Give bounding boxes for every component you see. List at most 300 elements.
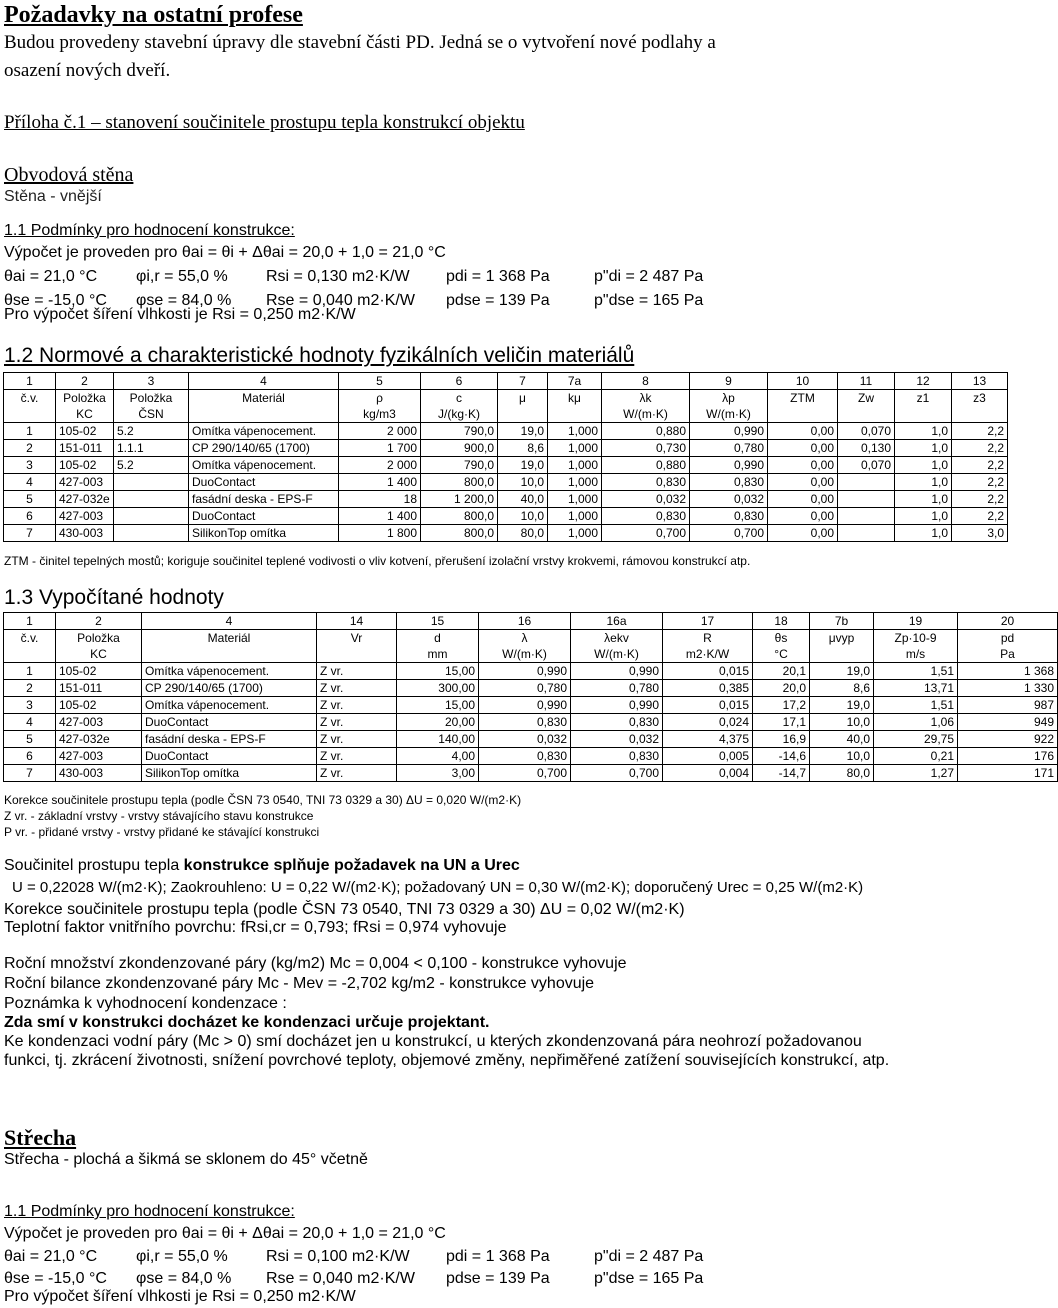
table-cell: 17,1 xyxy=(753,714,810,731)
table-cell: fasádní deska - EPS-F xyxy=(142,731,317,748)
table-cell: 6 xyxy=(421,373,498,390)
table-cell: 0,032 xyxy=(479,731,571,748)
table-row xyxy=(4,748,1058,765)
table-cell: λp xyxy=(690,390,768,407)
table-cell: 0,00 xyxy=(768,423,838,440)
table-cell: 7 xyxy=(4,765,56,782)
table-cell: 1,0 xyxy=(895,525,952,542)
table-cell: 15 xyxy=(397,613,479,630)
table-cell: 1,000 xyxy=(548,525,602,542)
table-cell: 0,700 xyxy=(571,765,663,782)
condensation-line-1: Roční množství zkondenzované páry (kg/m2) Mc = 0,004 < 0,100 - konstrukce vyhovuje xyxy=(4,955,627,972)
table-cell xyxy=(142,646,317,663)
table-cell: 1,27 xyxy=(874,765,958,782)
table-cell: Materiál xyxy=(142,630,317,647)
intro-line-2: osazení nových dveří. xyxy=(4,60,171,81)
table-cell: 1,0 xyxy=(895,440,952,457)
table-cell: 0,990 xyxy=(479,697,571,714)
table-row xyxy=(4,697,1058,714)
table-cell: 0,015 xyxy=(663,697,753,714)
table-cell: Zw xyxy=(838,390,895,407)
table-cell: Zp·10-9 xyxy=(874,630,958,647)
table-cell: Z vr. xyxy=(317,765,397,782)
table-cell: 1,51 xyxy=(874,663,958,680)
table-cell: 2,2 xyxy=(952,491,1008,508)
table-cell: 40,0 xyxy=(498,491,548,508)
table-cell: 900,0 xyxy=(421,440,498,457)
table-cell: mm xyxy=(397,646,479,663)
table-cell: 20,00 xyxy=(397,714,479,731)
table-cell xyxy=(114,508,189,525)
table-cell: 3 xyxy=(4,457,56,474)
table-cell: 427-003 xyxy=(56,508,114,525)
table-cell: 10,0 xyxy=(810,714,874,731)
table-cell: 5.2 xyxy=(114,423,189,440)
table-cell: 0,880 xyxy=(602,457,690,474)
table-cell xyxy=(838,474,895,491)
table-row xyxy=(4,474,1008,491)
table-cell: 10,0 xyxy=(498,474,548,491)
table-cell: 10 xyxy=(768,373,838,390)
cond-value: θse = -15,0 °C xyxy=(4,292,107,309)
table-cell: -14,6 xyxy=(753,748,810,765)
table-cell: 0,830 xyxy=(571,748,663,765)
table-cell: 1,0 xyxy=(895,508,952,525)
table-cell: 171 xyxy=(958,765,1058,782)
table-cell xyxy=(895,406,952,423)
table-cell: 0,990 xyxy=(690,423,768,440)
roof-subtitle: Střecha - plochá a šikmá se sklonem do 45° včetně xyxy=(4,1151,368,1168)
norm-table xyxy=(3,372,1008,542)
table-cell xyxy=(4,406,56,423)
roof-conditions-title: 1.1 Podmínky pro hodnocení konstrukce: xyxy=(4,1203,295,1220)
cond-value: θse = -15,0 °C xyxy=(4,1270,107,1287)
table-cell: 7b xyxy=(810,613,874,630)
cond-value: pdse = 139 Pa xyxy=(446,1270,550,1287)
table-row xyxy=(4,423,1008,440)
table-cell: 16a xyxy=(571,613,663,630)
table-cell: 105-02 xyxy=(56,457,114,474)
table-cell: 2 xyxy=(4,680,56,697)
result-line-2: U = 0,22028 W/(m2·K); Zaokrouhleno: U = 0,22 W/(m2·K); požadovaný UN = 0,30 W/(m2·K); doporučený Urec = 0,25 W/(m2·K) xyxy=(12,879,864,896)
table-cell: 427-032e xyxy=(56,731,142,748)
table-cell: λk xyxy=(602,390,690,407)
table-cell xyxy=(114,491,189,508)
table-cell: J/(kg·K) xyxy=(421,406,498,423)
table-cell: 1,0 xyxy=(895,491,952,508)
table-cell: 1 330 xyxy=(958,680,1058,697)
table-cell: 140,00 xyxy=(397,731,479,748)
table-cell: Omítka vápenocement. xyxy=(189,423,339,440)
table-row xyxy=(4,765,1058,782)
table-cell: 0,990 xyxy=(571,663,663,680)
table-cell: 29,75 xyxy=(874,731,958,748)
table-cell: 0,385 xyxy=(663,680,753,697)
table-cell: 1 xyxy=(4,423,56,440)
table-cell: 17 xyxy=(663,613,753,630)
table-cell: 1 368 xyxy=(958,663,1058,680)
table-row xyxy=(4,663,1058,680)
roof-title: Střecha xyxy=(4,1125,77,1150)
table-cell: 0,130 xyxy=(838,440,895,457)
cond-value: φse = 84,0 % xyxy=(136,292,232,309)
table-cell: 430-003 xyxy=(56,765,142,782)
table-cell: 40,0 xyxy=(810,731,874,748)
table-cell: 7 xyxy=(498,373,548,390)
table-cell: Materiál xyxy=(189,390,339,407)
table-cell: 0,830 xyxy=(479,714,571,731)
table-cell: 1.1.1 xyxy=(114,440,189,457)
table-cell: 949 xyxy=(958,714,1058,731)
table-cell: Položka xyxy=(56,390,114,407)
intro-line-1: Budou provedeny stavební úpravy dle stavební části PD. Jedná se o vytvoření nové podlahy a xyxy=(4,32,716,53)
table-cell xyxy=(838,508,895,525)
table-cell: kμ xyxy=(548,390,602,407)
table-cell: μ xyxy=(498,390,548,407)
table-cell: 0,780 xyxy=(690,440,768,457)
table-cell: 4 xyxy=(4,474,56,491)
result-line-1 xyxy=(4,857,520,875)
table-cell: 0,005 xyxy=(663,748,753,765)
ztm-note: ZTM - činitel tepelných mostů; koriguje součinitel teplené vodivosti o vliv kotvení, přerušení izolační vrstvy krokvemi, rámovou konstrukcí atp. xyxy=(4,554,751,568)
table-cell: 105-02 xyxy=(56,663,142,680)
cond-value: p"di = 2 487 Pa xyxy=(594,268,704,285)
table-cell: 4,00 xyxy=(397,748,479,765)
zvr-note: Z vr. - základní vrstvy - vrstvy stávajícího stavu konstrukce xyxy=(4,809,314,823)
table-cell: 1,000 xyxy=(548,423,602,440)
table-cell: 0,024 xyxy=(663,714,753,731)
table-cell xyxy=(548,406,602,423)
table-cell: z1 xyxy=(895,390,952,407)
table-cell: 1,0 xyxy=(895,474,952,491)
table-cell: 80,0 xyxy=(498,525,548,542)
table-cell: 0,00 xyxy=(768,457,838,474)
table-cell: m2·K/W xyxy=(663,646,753,663)
table-cell: 16 xyxy=(479,613,571,630)
table-cell: 2 xyxy=(4,440,56,457)
table-cell: 0,004 xyxy=(663,765,753,782)
table-cell: Omítka vápenocement. xyxy=(142,697,317,714)
table-cell: 0,00 xyxy=(768,474,838,491)
table-cell: μvyp xyxy=(810,630,874,647)
table-cell xyxy=(838,491,895,508)
table-cell: 0,00 xyxy=(768,440,838,457)
table-cell: 0,032 xyxy=(690,491,768,508)
table-cell: 1,0 xyxy=(895,423,952,440)
condensation-note-2: funkci, tj. zkrácení životnosti, snížení povrchové teploty, objemové změny, nepřiměřené zatížení souvisejících konstrukcí, atp. xyxy=(4,1052,890,1069)
table-cell: KC xyxy=(56,646,142,663)
table-cell: 18 xyxy=(753,613,810,630)
table-cell: 0,990 xyxy=(690,457,768,474)
table-cell: 1 400 xyxy=(339,508,421,525)
table-cell: ZTM xyxy=(768,390,838,407)
table-cell: 0,880 xyxy=(602,423,690,440)
table-cell: 19,0 xyxy=(498,457,548,474)
table-cell: DuoContact xyxy=(189,508,339,525)
column-number-row xyxy=(4,613,1058,630)
table-cell: Vr xyxy=(317,630,397,647)
table-cell: W/(m·K) xyxy=(690,406,768,423)
table-cell: 987 xyxy=(958,697,1058,714)
header-row xyxy=(4,646,1058,663)
cond-value: φse = 84,0 % xyxy=(136,1270,232,1287)
table-cell: 2,2 xyxy=(952,423,1008,440)
table-cell: 2 000 xyxy=(339,457,421,474)
table-cell: DuoContact xyxy=(142,748,317,765)
table-cell: 80,0 xyxy=(810,765,874,782)
table-cell xyxy=(4,646,56,663)
table-cell: 922 xyxy=(958,731,1058,748)
table-cell: 12 xyxy=(895,373,952,390)
table-cell: 0,015 xyxy=(663,663,753,680)
table-cell: 2,2 xyxy=(952,474,1008,491)
result-line-3: Korekce součinitele prostupu tepla (podle ČSN 73 0540, TNI 73 0329 a 30) ΔU = 0,02 W/(m2·K) xyxy=(4,901,685,918)
table-cell: Omítka vápenocement. xyxy=(189,457,339,474)
table-cell: 5 xyxy=(4,731,56,748)
table-cell: 15,00 xyxy=(397,663,479,680)
table-cell: Z vr. xyxy=(317,731,397,748)
table-cell: 7a xyxy=(548,373,602,390)
table-cell: 1,000 xyxy=(548,457,602,474)
table-cell xyxy=(317,646,397,663)
condensation-note-1: Ke kondenzaci vodní páry (Mc > 0) smí docházet jen u konstrukcí, u kterých zkondenzovaná pára neohrozí požadovanou xyxy=(4,1033,862,1050)
table-cell: 105-02 xyxy=(56,423,114,440)
table-cell: 0,00 xyxy=(768,525,838,542)
table-cell: 0,830 xyxy=(571,714,663,731)
cond-value: p"dse = 165 Pa xyxy=(594,292,704,309)
roof-calc-line: Výpočet je proveden pro θai = θi + Δθai = 20,0 + 1,0 = 21,0 °C xyxy=(4,1225,446,1242)
condensation-line-2: Roční bilance zkondenzované páry Mc - Mev = -2,702 kg/m2 - konstrukce vyhovuje xyxy=(4,975,595,992)
table-cell: 16,9 xyxy=(753,731,810,748)
table-cell: 1,000 xyxy=(548,508,602,525)
table-cell: 19,0 xyxy=(810,697,874,714)
table-cell: 4 xyxy=(189,373,339,390)
table-cell xyxy=(189,406,339,423)
table-cell: 300,00 xyxy=(397,680,479,697)
cond-value: pdse = 139 Pa xyxy=(446,292,550,309)
table-cell: 105-02 xyxy=(56,697,142,714)
cond-value: Rsi = 0,100 m2·K/W xyxy=(266,1248,410,1265)
table-cell: 0,00 xyxy=(768,508,838,525)
table-row xyxy=(4,525,1008,542)
header-row xyxy=(4,630,1058,647)
table-cell: 0,00 xyxy=(768,491,838,508)
table-cell: 430-003 xyxy=(56,525,114,542)
table-cell: 2,2 xyxy=(952,508,1008,525)
table-cell: 1 400 xyxy=(339,474,421,491)
table-cell: 19,0 xyxy=(810,663,874,680)
table-cell: 0,830 xyxy=(479,748,571,765)
table-cell: 2 xyxy=(56,613,142,630)
cond-value: pdi = 1 368 Pa xyxy=(446,268,550,285)
cond-value: p"dse = 165 Pa xyxy=(594,1270,704,1287)
table-cell: 0,780 xyxy=(479,680,571,697)
result-line-4: Teplotní faktor vnitřního povrchu: fRsi,cr = 0,793; fRsi = 0,974 vyhovuje xyxy=(4,919,507,936)
table-cell xyxy=(838,406,895,423)
cond-value: θai = 21,0 °C xyxy=(4,268,98,285)
table-cell: 1 xyxy=(4,373,56,390)
table-cell: 19,0 xyxy=(498,423,548,440)
table-cell xyxy=(810,646,874,663)
table-row xyxy=(4,457,1008,474)
table-cell: 20,1 xyxy=(753,663,810,680)
pvr-note: P vr. - přidané vrstvy - vrstvy přidané ke stávající konstrukci xyxy=(4,825,320,839)
table-cell: 151-011 xyxy=(56,680,142,697)
roof-vapor-note: Pro výpočet šíření vlhkosti je Rsi = 0,250 m2·K/W xyxy=(4,1288,356,1305)
table-cell: 1 700 xyxy=(339,440,421,457)
table-cell: 8,6 xyxy=(810,680,874,697)
table-cell: SilikonTop omítka xyxy=(142,765,317,782)
table-cell: 18 xyxy=(339,491,421,508)
cond-value: Rse = 0,040 m2·K/W xyxy=(266,1270,415,1287)
table-cell: 5 xyxy=(339,373,421,390)
table-cell: 7 xyxy=(4,525,56,542)
table-cell: 11 xyxy=(838,373,895,390)
table-cell: 0,730 xyxy=(602,440,690,457)
norm-title: 1.2 Normové a charakteristické hodnoty fyzikálních veličin materiálů xyxy=(4,344,635,367)
table-cell: c xyxy=(421,390,498,407)
wall-calc-line: Výpočet je proveden pro θai = θi + Δθai = 20,0 + 1,0 = 21,0 °C xyxy=(4,244,446,261)
table-cell: fasádní deska - EPS-F xyxy=(189,491,339,508)
table-cell: 1,000 xyxy=(548,474,602,491)
table-cell: 0,070 xyxy=(838,457,895,474)
table-cell: 0,700 xyxy=(602,525,690,542)
table-cell: 2,2 xyxy=(952,440,1008,457)
table-cell: 10,0 xyxy=(498,508,548,525)
table-cell: 176 xyxy=(958,748,1058,765)
table-cell: 5.2 xyxy=(114,457,189,474)
column-number-row xyxy=(4,373,1008,390)
table-cell: 6 xyxy=(4,508,56,525)
table-cell: 10,0 xyxy=(810,748,874,765)
table-cell: 0,700 xyxy=(690,525,768,542)
table-cell: 427-003 xyxy=(56,474,114,491)
table-cell: 0,990 xyxy=(571,697,663,714)
table-cell: 0,830 xyxy=(690,474,768,491)
table-cell: λ xyxy=(479,630,571,647)
table-cell: Z vr. xyxy=(317,680,397,697)
table-cell: Pa xyxy=(958,646,1058,663)
table-row xyxy=(4,731,1058,748)
table-cell: 5 xyxy=(4,491,56,508)
table-cell: DuoContact xyxy=(142,714,317,731)
cond-value: φi,r = 55,0 % xyxy=(136,268,228,285)
table-cell: 4 xyxy=(4,714,56,731)
table-cell: 8 xyxy=(602,373,690,390)
table-cell: 9 xyxy=(690,373,768,390)
table-cell: 1 200,0 xyxy=(421,491,498,508)
wall-conditions-title: 1.1 Podmínky pro hodnocení konstrukce: xyxy=(4,222,295,239)
cond-value: Rse = 0,040 m2·K/W xyxy=(266,292,415,309)
table-row xyxy=(4,508,1008,525)
table-cell: W/(m·K) xyxy=(479,646,571,663)
table-cell: 2,2 xyxy=(952,457,1008,474)
table-cell: W/(m·K) xyxy=(571,646,663,663)
table-cell: 0,830 xyxy=(602,474,690,491)
cond-value: Rsi = 0,130 m2·K/W xyxy=(266,268,410,285)
table-cell: ČSN xyxy=(114,406,189,423)
table-cell: m/s xyxy=(874,646,958,663)
result-prefix: Součinitel prostupu tepla xyxy=(4,857,184,874)
table-cell: 800,0 xyxy=(421,474,498,491)
calc-table xyxy=(3,612,1058,782)
condensation-note-bold: Zda smí v konstrukci docházet ke kondenzaci určuje projektant. xyxy=(4,1014,490,1031)
table-cell: 1,51 xyxy=(874,697,958,714)
table-cell: SilikonTop omítka xyxy=(189,525,339,542)
table-cell: 800,0 xyxy=(421,525,498,542)
table-cell xyxy=(838,525,895,542)
table-cell: -14,7 xyxy=(753,765,810,782)
table-cell: 427-032e xyxy=(56,491,114,508)
table-cell: 3,0 xyxy=(952,525,1008,542)
table-cell: Položka xyxy=(114,390,189,407)
table-cell: Z vr. xyxy=(317,748,397,765)
table-cell: 427-003 xyxy=(56,714,142,731)
table-cell: 1 xyxy=(4,663,56,680)
header-row xyxy=(4,390,1008,407)
table-cell: 427-003 xyxy=(56,748,142,765)
table-cell: R xyxy=(663,630,753,647)
table-row xyxy=(4,680,1058,697)
table-cell: 1,000 xyxy=(548,491,602,508)
table-cell: 17,2 xyxy=(753,697,810,714)
table-cell: Omítka vápenocement. xyxy=(142,663,317,680)
wall-vapor-note: Pro výpočet šíření vlhkosti je Rsi = 0,250 m2·K/W xyxy=(4,306,356,323)
table-cell: 2 xyxy=(56,373,114,390)
table-cell: Z vr. xyxy=(317,663,397,680)
table-row xyxy=(4,714,1058,731)
table-cell: 1,0 xyxy=(895,457,952,474)
table-cell: 20 xyxy=(958,613,1058,630)
table-cell: 14 xyxy=(317,613,397,630)
table-cell: 0,700 xyxy=(479,765,571,782)
table-cell: °C xyxy=(753,646,810,663)
header-row xyxy=(4,406,1008,423)
cond-value: p"di = 2 487 Pa xyxy=(594,1248,704,1265)
table-cell: 1,000 xyxy=(548,440,602,457)
table-cell: 8,6 xyxy=(498,440,548,457)
table-cell: pd xyxy=(958,630,1058,647)
cond-value: φi,r = 55,0 % xyxy=(136,1248,228,1265)
table-cell: Z vr. xyxy=(317,697,397,714)
table-cell: 3 xyxy=(4,697,56,714)
table-cell xyxy=(498,406,548,423)
table-cell: 0,032 xyxy=(571,731,663,748)
table-cell: DuoContact xyxy=(189,474,339,491)
table-cell xyxy=(114,525,189,542)
table-cell: θs xyxy=(753,630,810,647)
condensation-note-title: Poznámka k vyhodnocení kondenzace : xyxy=(4,995,287,1012)
calc-title: 1.3 Vypočítané hodnoty xyxy=(4,586,224,609)
wall-title: Obvodová stěna xyxy=(4,164,134,186)
table-cell: kg/m3 xyxy=(339,406,421,423)
table-cell: č.v. xyxy=(4,630,56,647)
table-row xyxy=(4,440,1008,457)
table-cell: 4 xyxy=(142,613,317,630)
table-cell: KC xyxy=(56,406,114,423)
table-cell: 1 800 xyxy=(339,525,421,542)
result-bold: konstrukce splňuje požadavek na UN a Urec xyxy=(183,857,520,874)
appendix-title: Příloha č.1 – stanovení součinitele prostupu tepla konstrukcí objektu xyxy=(4,112,525,133)
table-cell: 790,0 xyxy=(421,457,498,474)
table-cell: 790,0 xyxy=(421,423,498,440)
correction-note: Korekce součinitele prostupu tepla (podle ČSN 73 0540, TNI 73 0329 a 30) ΔU = 0,020 W/(m2·K) xyxy=(4,793,522,807)
table-cell: z3 xyxy=(952,390,1008,407)
table-cell: 13 xyxy=(952,373,1008,390)
table-cell: 3,00 xyxy=(397,765,479,782)
table-cell: 3 xyxy=(114,373,189,390)
table-cell: 0,780 xyxy=(571,680,663,697)
